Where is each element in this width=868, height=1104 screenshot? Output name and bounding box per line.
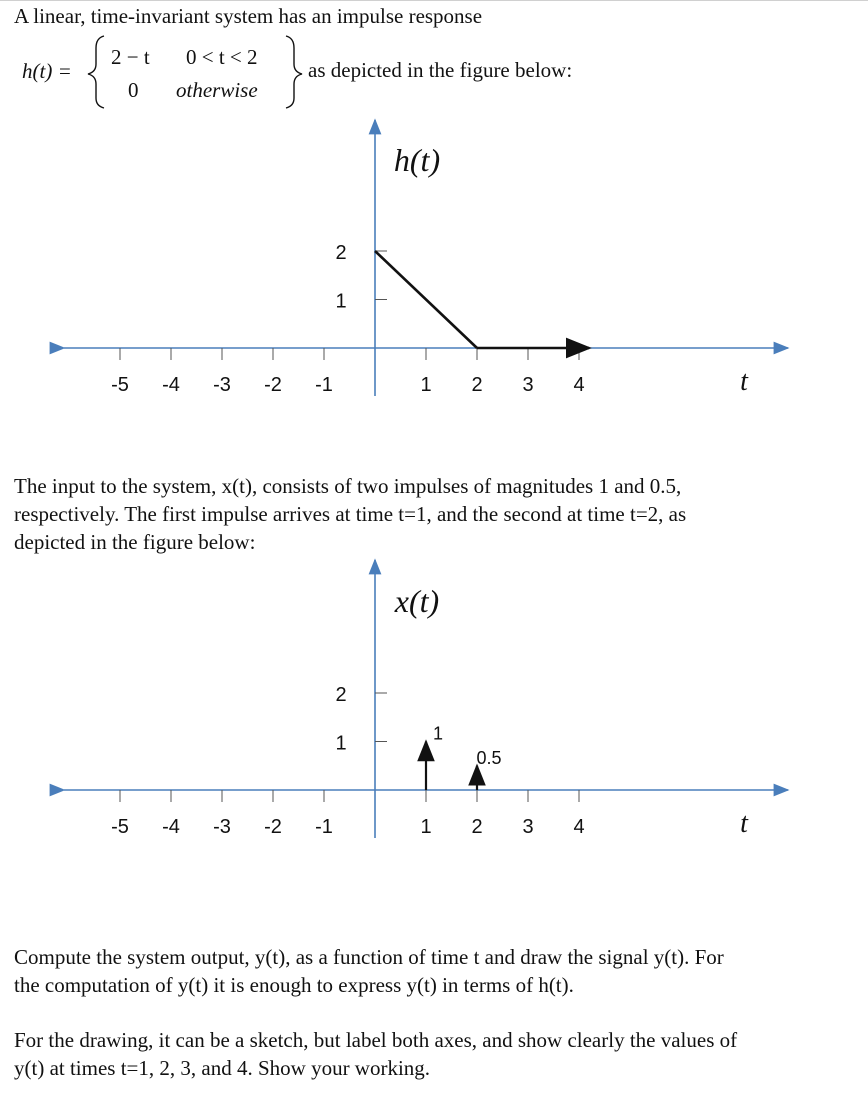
x-tick-label: -1 bbox=[315, 374, 333, 396]
x-tick-label: 3 bbox=[522, 816, 534, 838]
y-axis-label: x(t) bbox=[394, 583, 440, 619]
x-axis-label: t bbox=[740, 366, 748, 397]
case2-expr: 0 bbox=[128, 78, 139, 102]
x-tick-label: -1 bbox=[315, 816, 333, 838]
x-tick-label: -3 bbox=[213, 374, 231, 396]
paragraph2-line1: The input to the system, x(t), consists of two impulses of magnitudes 1 and 0.5, bbox=[14, 474, 682, 498]
x-axis-label: t bbox=[740, 808, 748, 839]
impulse-label-2: 0.5 bbox=[476, 747, 502, 768]
y-tick-label: 2 bbox=[335, 242, 347, 264]
paragraph4-line2: y(t) at times t=1, 2, 3, and 4. Show your working. bbox=[14, 1056, 431, 1080]
paragraph4-line1: For the drawing, it can be a sketch, but label both axes, and show clearly the values of bbox=[14, 1028, 738, 1052]
x-tick-label: -5 bbox=[111, 816, 129, 838]
y-axis-label: h(t) bbox=[393, 142, 441, 178]
x-tick-label: 4 bbox=[573, 374, 585, 396]
intro-text: A linear, time-invariant system has an impulse response bbox=[14, 4, 483, 28]
left-brace bbox=[88, 36, 104, 108]
y-tick-label: 2 bbox=[335, 684, 347, 706]
paragraph2-line2: respectively. The first impulse arrives at time t=1, and the second at time t=2, as bbox=[14, 502, 687, 526]
case1-expr: 2 − t bbox=[111, 45, 150, 69]
x-tick-label: -4 bbox=[162, 374, 180, 396]
paragraph2-line3: depicted in the figure below: bbox=[14, 530, 256, 554]
equation-lhs-text: h(t) = bbox=[22, 59, 72, 83]
x-chart bbox=[0, 550, 868, 850]
h-chart bbox=[0, 110, 868, 410]
x-tick-label: 3 bbox=[522, 374, 534, 396]
x-tick-label: 1 bbox=[420, 816, 432, 838]
equation-trailing: as depicted in the figure below: bbox=[308, 58, 573, 82]
x-tick-label: -2 bbox=[264, 816, 282, 838]
x-tick-label: -4 bbox=[162, 816, 180, 838]
paragraph3-line1: Compute the system output, y(t), as a function of time t and draw the signal y(t). For bbox=[14, 945, 724, 969]
paragraph3-line2: the computation of y(t) it is enough to express y(t) in terms of h(t). bbox=[14, 973, 574, 997]
x-tick-label: 1 bbox=[420, 374, 432, 396]
right-brace bbox=[286, 36, 302, 108]
y-tick-label: 1 bbox=[335, 732, 347, 755]
x-tick-label: -5 bbox=[111, 374, 129, 396]
case1-cond: 0 < t < 2 bbox=[186, 45, 258, 69]
impulse-label-1: 1 bbox=[432, 723, 444, 744]
x-tick-label: 2 bbox=[471, 374, 483, 396]
x-tick-label: -3 bbox=[213, 816, 231, 838]
x-tick-label: -2 bbox=[264, 374, 282, 396]
x-tick-label: 2 bbox=[471, 816, 483, 838]
y-tick-label: 1 bbox=[335, 290, 347, 313]
h-ramp-segment bbox=[375, 251, 477, 348]
x-tick-label: 4 bbox=[573, 816, 585, 838]
case2-cond: otherwise bbox=[176, 78, 258, 102]
